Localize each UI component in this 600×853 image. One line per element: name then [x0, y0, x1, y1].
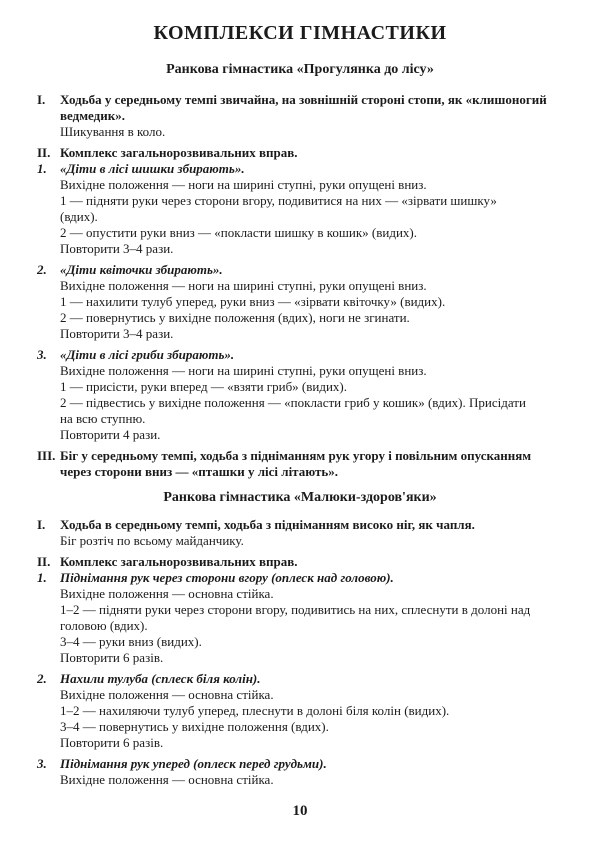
- text-line: 2 — підвестись у вихідне положення — «покласти гриб у кошик» (вдих). Присідати: [60, 395, 526, 410]
- text-line: ведмедик».: [60, 108, 125, 123]
- exercise-title: «Діти в лісі гриби збирають».: [60, 347, 235, 362]
- text-line: 1–2 — підняти руки через сторони вгору, подивитись на них, сплеснути в долоні над: [60, 602, 531, 617]
- exercise-title: Нахили тулуба (сплеск біля колін).: [60, 671, 261, 686]
- exercise-number: 2.: [37, 671, 47, 686]
- text-line: Повторити 6 разів.: [60, 735, 164, 750]
- text-line: Вихідне положення — основна стійка.: [60, 687, 274, 702]
- page-title: КОМПЛЕКСИ ГІМНАСТИКИ: [153, 22, 447, 44]
- subheading: Комплекс загальнорозвивальних вправ.: [60, 554, 298, 569]
- text-line: 1–2 — нахиляючи тулуб уперед, плеснути в долоні біля колін (видих).: [60, 703, 450, 718]
- text-line: Біг у середньому темпі, ходьба з підніманням рук угору і повільним опусканням: [60, 448, 532, 463]
- exercise-number: 2.: [37, 262, 47, 277]
- text-line: Вихідне положення — основна стійка.: [60, 772, 274, 787]
- section-marker: II.: [37, 145, 51, 160]
- text-line: Повторити 6 разів.: [60, 650, 164, 665]
- exercise-title: Піднімання рук через сторони вгору (оплеск над головою).: [60, 570, 394, 585]
- text-line: Біг розтіч по всьому майданчику.: [60, 533, 244, 548]
- exercise-number: 1.: [37, 570, 47, 585]
- section-marker: I.: [37, 92, 46, 107]
- text-line: Повторити 4 рази.: [60, 427, 161, 442]
- text-line: головою (вдих).: [60, 618, 148, 633]
- exercise-number: 1.: [37, 161, 47, 176]
- text-line: Повторити 3–4 рази.: [60, 326, 174, 341]
- text-line: Вихідне положення — ноги на ширині ступні, руки опущені вниз.: [60, 177, 427, 192]
- text-line: 3–4 — повернутись у вихідне положення (вдих).: [60, 719, 329, 734]
- text-line: Вихідне положення — основна стійка.: [60, 586, 274, 601]
- text-line: Шикування в коло.: [60, 124, 166, 139]
- text-line: 2 — опустити руки вниз — «покласти шишку в кошик» (видих).: [60, 225, 417, 240]
- section-marker: II.: [37, 554, 51, 569]
- section-heading: Ранкова гімнастика «Прогулянка до лісу»: [166, 62, 434, 77]
- page-number: 10: [292, 803, 308, 819]
- text-line: 2 — повернутись у вихідне положення (вдих), ноги не згинати.: [60, 310, 410, 325]
- text-line: Ходьба у середньому темпі звичайна, на зовнішній стороні стопи, як «клишоногий: [60, 92, 547, 107]
- text-line: Ходьба в середньому темпі, ходьба з підніманням високо ніг, як чапля.: [60, 517, 475, 532]
- section-marker: III.: [37, 448, 56, 463]
- section-marker: I.: [37, 517, 46, 532]
- text-line: 3–4 — руки вниз (видих).: [60, 634, 202, 649]
- section-heading: Ранкова гімнастика «Малюки-здоров'яки»: [163, 490, 437, 505]
- exercise-title: «Діти квіточки збирають».: [60, 262, 223, 277]
- text-line: 1 — присісти, руки вперед — «взяти гриб» (видих).: [60, 379, 348, 394]
- subheading: Комплекс загальнорозвивальних вправ.: [60, 145, 298, 160]
- exercise-number: 3.: [37, 756, 47, 771]
- text-line: (вдих).: [60, 209, 98, 224]
- text-line: Вихідне положення — ноги на ширині ступні, руки опущені вниз.: [60, 278, 427, 293]
- exercise-title: «Діти в лісі шишки збирають».: [60, 161, 245, 176]
- exercise-number: 3.: [37, 347, 47, 362]
- text-line: через сторони вниз — «пташки у лісі літають».: [60, 464, 338, 479]
- text-line: 1 — нахилити тулуб уперед, руки вниз — «зірвати квіточку» (видих).: [60, 294, 446, 309]
- text-line: Повторити 3–4 рази.: [60, 241, 174, 256]
- text-line: Вихідне положення — ноги на ширині ступні, руки опущені вниз.: [60, 363, 427, 378]
- text-line: на всю ступню.: [60, 411, 146, 426]
- exercise-title: Піднімання рук уперед (оплеск перед грудьми).: [60, 756, 327, 771]
- text-line: 1 — підняти руки через сторони вгору, подивитися на них — «зірвати шишку»: [60, 193, 497, 208]
